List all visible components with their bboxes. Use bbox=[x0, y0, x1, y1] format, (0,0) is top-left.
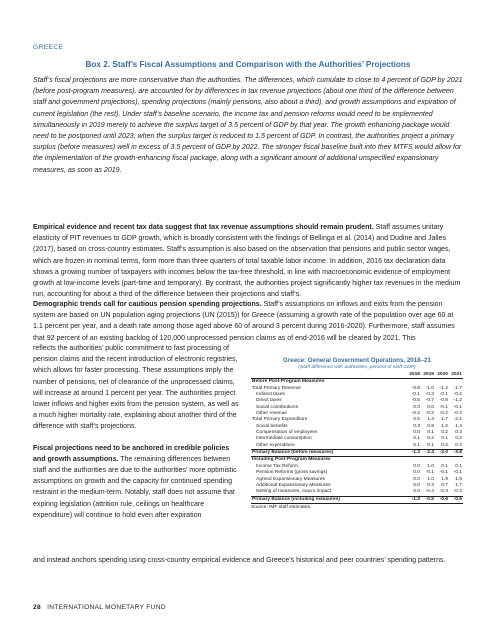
row-value: 1.0 bbox=[427, 476, 434, 482]
row-value: -1.7 bbox=[453, 385, 462, 391]
row-value: -0.3 bbox=[453, 411, 462, 417]
row-label: Agreed Expansionary Measures bbox=[256, 476, 325, 482]
row-label: Additional Expansionary Measures bbox=[256, 482, 331, 488]
empirical-paragraph bbox=[33, 222, 463, 300]
table-row bbox=[251, 379, 463, 386]
row-label: Direct taxes bbox=[256, 398, 282, 404]
row-value: 1.7 bbox=[441, 417, 448, 423]
row-value bbox=[421, 379, 435, 386]
row-value: -0.8 bbox=[411, 385, 420, 391]
page-footer bbox=[33, 604, 166, 611]
row-value: -0.3 bbox=[425, 392, 434, 398]
row-value bbox=[449, 379, 463, 386]
operations-table bbox=[251, 372, 463, 504]
row-label: Other revenue bbox=[256, 411, 287, 417]
closing-paragraph: and instead anchors spending using cross-country empirical evidence and Greece’s historical and peer countries’ spending patterns. bbox=[33, 557, 446, 564]
row-value: -0.1 bbox=[453, 470, 462, 476]
row-value: 0.3 bbox=[455, 430, 462, 436]
row-value: -1.3 bbox=[407, 450, 421, 457]
row-value: -3.0 bbox=[435, 450, 449, 457]
page-number: 28 bbox=[33, 604, 41, 611]
row-value: 1.9 bbox=[441, 476, 448, 482]
row-label: Total Primary Revenue bbox=[252, 385, 301, 391]
row-label: Pension Reforms (gross savings) bbox=[256, 470, 328, 476]
row-value: 1.4 bbox=[427, 417, 434, 423]
row-value: 1.4 bbox=[455, 423, 462, 429]
row-value: -0.1 bbox=[439, 404, 448, 410]
year-header: 2020 bbox=[435, 372, 449, 379]
row-value: -0.1 bbox=[425, 470, 434, 476]
row-value: -0.5 bbox=[411, 398, 420, 404]
table-source: Source: IMF staff estimates. bbox=[251, 504, 312, 510]
row-value: 0.1 bbox=[455, 463, 462, 469]
row-value: -0.9 bbox=[439, 398, 448, 404]
row-value: 0.1 bbox=[413, 436, 420, 442]
empirical-text: Staff assumes unitary elasticity of PIT revenues to GDP growth, which is broadly consistent with the findings of Bellinga et al. (2014) and Dudine and Jalles (2017), based on cross-country estimates. Staff’s assumption is also based on the observation that pensions and public sector wages, which are frozen in nominal terms, form more than three quarters of total taxable labor income. In addition, 2016 tax declaration data shows a growing number of taxpayers with incomes below the tax-free threshold, in line with macroeconomic evidence of employment growth at low-income levels (part-time and temporary). By contrast, the authorities project significantly higher tax revenues in the medium run, accounting for about a third of the difference between their projections and staff’s. bbox=[33, 224, 461, 299]
row-value: 0.2 bbox=[441, 430, 448, 436]
row-value: 0.3 bbox=[455, 442, 462, 448]
table-row bbox=[251, 443, 463, 450]
row-value: 0.0 bbox=[413, 482, 420, 488]
year-header: 2018 bbox=[407, 372, 421, 379]
row-value: -0.1 bbox=[453, 404, 462, 410]
row-value: -0.5 bbox=[421, 496, 435, 503]
row-value: -1.2 bbox=[439, 385, 448, 391]
row-value bbox=[435, 379, 449, 386]
row-value: 1.0 bbox=[427, 463, 434, 469]
row-value: 0.0 bbox=[427, 404, 434, 410]
row-value: -0.2 bbox=[411, 411, 420, 417]
row-value: -1.2 bbox=[453, 398, 462, 404]
row-label: Indirect taxes bbox=[256, 392, 285, 398]
row-label: Before Post-Program Measures bbox=[252, 379, 325, 385]
row-value: 0.9 bbox=[427, 423, 434, 429]
left-column bbox=[33, 343, 241, 521]
row-label: Total Primary Expenditure bbox=[252, 417, 308, 423]
demographic-paragraph bbox=[33, 299, 463, 344]
row-value bbox=[421, 457, 435, 464]
row-value: 2.1 bbox=[455, 417, 462, 423]
row-value bbox=[407, 457, 421, 464]
row-value: 0.1 bbox=[427, 430, 434, 436]
row-value: 1.9 bbox=[455, 476, 462, 482]
row-value: -0.1 bbox=[411, 392, 420, 398]
row-value: -0.6 bbox=[449, 496, 463, 503]
row-value: -0.4 bbox=[425, 489, 434, 495]
row-value: 0.0 bbox=[413, 430, 420, 436]
row-value: 0.5 bbox=[413, 417, 420, 423]
row-label: Netting of measures, macro impact bbox=[256, 489, 332, 495]
row-value: -0.3 bbox=[453, 489, 462, 495]
row-value: -0.1 bbox=[439, 392, 448, 398]
row-value bbox=[407, 379, 421, 386]
row-value: 0.0 bbox=[413, 463, 420, 469]
publisher-name: INTERNATIONAL MONETARY FUND bbox=[47, 604, 166, 611]
row-label: Social benefits bbox=[256, 423, 288, 429]
table-row bbox=[251, 457, 463, 464]
table-row bbox=[251, 489, 463, 496]
row-value bbox=[435, 457, 449, 464]
row-value: 0.2 bbox=[455, 436, 462, 442]
row-value: 0.3 bbox=[413, 423, 420, 429]
year-header: 2019 bbox=[421, 372, 435, 379]
fiscal-lead: Fiscal projections need to be anchored in credible policies and growth assumptions. bbox=[33, 444, 230, 463]
row-label: Other expenditure bbox=[256, 442, 295, 448]
row-label: Income Tax Reform bbox=[256, 463, 298, 469]
row-value: -0.2 bbox=[439, 411, 448, 417]
row-value: 1.7 bbox=[455, 482, 462, 488]
fiscal-paragraph bbox=[33, 443, 241, 521]
table-row bbox=[251, 450, 463, 457]
intro-paragraph: Staff’s fiscal projections are more conservative than the authorities. The differences, which cumulate to close to 4 percent of GDP by 2021 (before post-program measures), are accounted for by differences in tax revenue projections (about one third of the difference between staff and government projections), spending projections (mainly pensions, also about a third), and growth assumptions and expiration of current legislation (the rest). Under staff’s baseline scenario, the income tax and pension reforms would need to be implemented simultaneously in 2019 merely to achieve the surplus target of 3.5 percent of GDP by that year. The growth enhancing package would need to be postponed until 2023, when the surplus target is reduced to 1.5 percent of GDP. In contrast, the authorities project a primary surplus (before measures) well in excess of 3.5 percent of GDP by 2022. The stronger fiscal baseline built into their MTFS would allow for the implementation of the growth-enhancing fiscal package, along with a significant amount of additional unspecified expansionary measures, as soon as 2019. bbox=[33, 77, 463, 174]
row-value: 0.2 bbox=[427, 436, 434, 442]
row-label: Including Post-Program Measures bbox=[252, 457, 331, 463]
year-header: 2021 bbox=[449, 372, 463, 379]
row-value: 0.0 bbox=[413, 476, 420, 482]
row-value: -0.1 bbox=[439, 470, 448, 476]
demographic-lead: Demographic trends call for cautious pension spending projections. bbox=[33, 301, 262, 308]
table-row bbox=[251, 496, 463, 503]
demographic-text: Staff’s assumptions on inflows and exits from the pension system are based on UN population aging projections (UN (2015)) for Greece (assuming a growth rate of the population over age 60 at 1.1 percent per year, and a death rate among those aged above 60 of around 3 percent during 2016-2020). Furthermore, staff assumes that 92 percent of an existing backlog of 120,000 unprocessed pension claims as of end-2016 will be cleared by 2021. This bbox=[33, 301, 455, 342]
running-head: GREECE bbox=[33, 44, 64, 51]
row-label: Primary Balance (before measures) bbox=[251, 450, 407, 457]
row-value: 0.1 bbox=[427, 442, 434, 448]
row-value: 0.0 bbox=[413, 489, 420, 495]
row-value: -0.3 bbox=[439, 489, 448, 495]
row-value: 0.1 bbox=[441, 436, 448, 442]
box-title: Box 2. Staff’s Fiscal Assumptions and Comparison with the Authorities’ Projections bbox=[85, 60, 411, 69]
row-label: Primary Balance (including measures) bbox=[251, 496, 407, 503]
row-label: Social contributions bbox=[256, 404, 299, 410]
row-value: 0.1 bbox=[441, 463, 448, 469]
row-value: 0.0 bbox=[413, 470, 420, 476]
row-value: -2.4 bbox=[421, 450, 435, 457]
row-value: 0.1 bbox=[413, 442, 420, 448]
row-label: Compensation of employees bbox=[256, 430, 318, 436]
table-title: Greece: General Government Operations, 2018–21 bbox=[283, 357, 431, 364]
row-value: 0.3 bbox=[427, 482, 434, 488]
row-value: -1.0 bbox=[425, 385, 434, 391]
row-value: 0.0 bbox=[413, 404, 420, 410]
table-subtitle: (Staff difference with authorities, percent of staff GDP) bbox=[298, 364, 416, 370]
table-header-row bbox=[251, 372, 463, 379]
fiscal-text: The remaining differences between staff and the authorities are due to the authorities’ more optimistic assumptions on growth and the capacity for continued spending restraint in the medium-term. Notably, staff does not assume that expiring legislation (attrition rule, ceilings on healthcare expenditure) will continue to hold even after expiration bbox=[33, 455, 237, 519]
empirical-lead: Empirical evidence and recent tax data suggest that tax revenue assumptions should remain prudent. bbox=[33, 224, 374, 231]
table-header-blank bbox=[251, 372, 407, 379]
row-value: -0.2 bbox=[425, 411, 434, 417]
row-value: 0.2 bbox=[441, 442, 448, 448]
row-value: -0.2 bbox=[453, 392, 462, 398]
row-label: Intermediate consumption bbox=[256, 436, 312, 442]
operations-table-box bbox=[251, 357, 463, 553]
pension-continuation: reflects the authorities’ public commitment to fast processing of pension claims and the recent introduction of electronic registries, which allows for faster processing. These assumptions imply the number of pensions, net of clearance of the unprocessed claims, will increase at around 1 percent per year. The authorities project lower inflows and higher exits from the pension system, as well as a much higher mortality rate, explaining about another third of the difference with staff’s projections. bbox=[33, 345, 239, 431]
row-value: -0.6 bbox=[435, 496, 449, 503]
row-value: -0.7 bbox=[425, 398, 434, 404]
row-value: 1.2 bbox=[441, 423, 448, 429]
row-value: -3.8 bbox=[449, 450, 463, 457]
row-value bbox=[449, 457, 463, 464]
row-value: -1.3 bbox=[407, 496, 421, 503]
row-value: 0.7 bbox=[441, 482, 448, 488]
